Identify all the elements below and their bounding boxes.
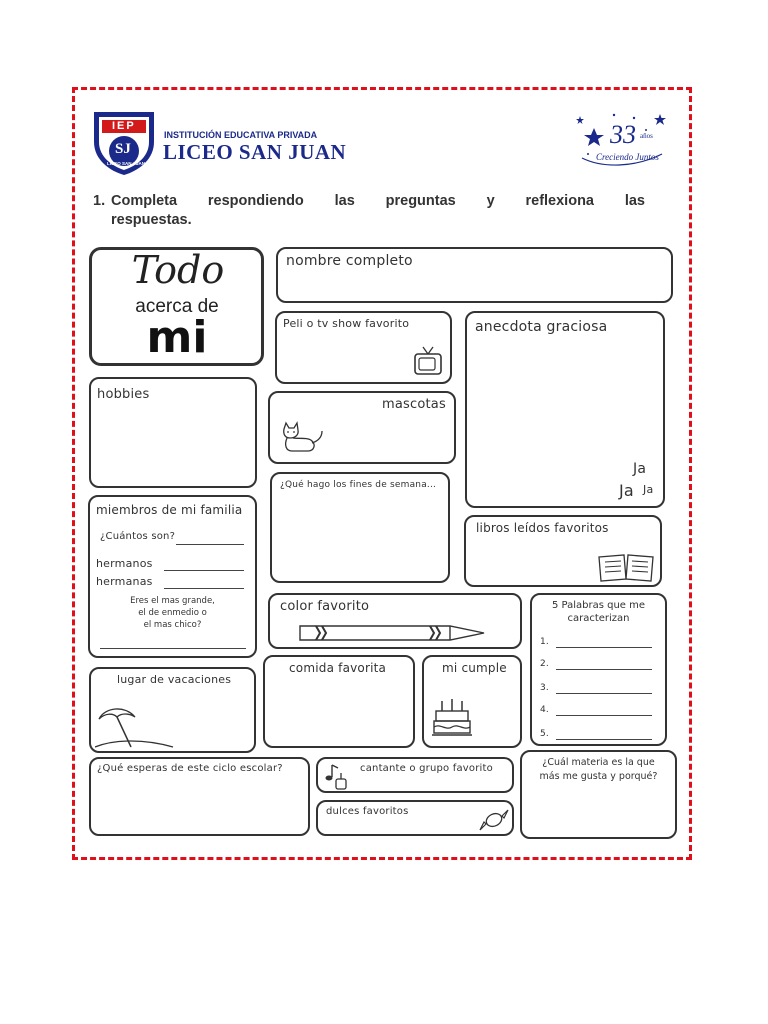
family-count-label: ¿Cuántos son? <box>100 531 176 542</box>
words-title <box>532 599 665 625</box>
family-question <box>90 595 255 631</box>
instruction-line-1 <box>111 193 645 209</box>
anecdote-ja-1: Ja <box>633 461 647 477</box>
family-sisters-line[interactable] <box>164 588 244 589</box>
word-number-1: 1. <box>540 637 549 647</box>
school-subtitle: INSTITUCIÓN EDUCATIVA PRIVADA <box>164 130 318 140</box>
school-year-box[interactable] <box>89 757 310 836</box>
name-label: nombre completo <box>286 253 413 269</box>
birthday-label: mi cumple <box>442 661 507 675</box>
color-label: color favorito <box>280 599 370 614</box>
weekend-label: ¿Qué hago los fines de semana... <box>280 480 437 490</box>
cake-icon <box>432 697 472 743</box>
anecdote-label: anecdota graciosa <box>475 319 608 335</box>
school-year-label: ¿Qué esperas de este ciclo escolar? <box>97 763 283 774</box>
movie-box[interactable] <box>275 311 452 384</box>
subject-label <box>522 756 675 784</box>
anniversary-motto: Creciendo Juntos <box>596 152 659 162</box>
family-question-line-3: el mas chico? <box>143 620 202 630</box>
beach-umbrella-icon <box>95 705 175 751</box>
anniversary-number: 33 <box>610 120 636 149</box>
words-title-line-1: 5 Palabras que me <box>551 600 646 611</box>
vacation-box[interactable] <box>89 667 256 753</box>
anecdote-ja-2: Ja <box>619 481 634 500</box>
instruction-number: 1. <box>93 193 106 209</box>
color-box[interactable] <box>268 593 522 649</box>
anniversary-logo <box>574 110 670 170</box>
movie-label: Peli o tv show favorito <box>283 317 410 330</box>
family-question-line-1: Eres el mas grande, <box>130 596 215 606</box>
pets-box[interactable] <box>268 391 456 464</box>
title-box <box>89 247 264 366</box>
title-mi: mi <box>146 312 208 363</box>
word-line-3[interactable] <box>556 693 652 694</box>
weekend-box[interactable] <box>270 472 450 583</box>
word-line-2[interactable] <box>556 669 652 670</box>
candy-label: dulces favoritos <box>326 806 409 817</box>
title-todo: Todo <box>131 248 225 292</box>
family-count-line[interactable] <box>176 544 244 545</box>
school-crest <box>90 108 158 176</box>
books-box[interactable] <box>464 515 662 587</box>
family-brothers-line[interactable] <box>164 570 244 571</box>
birthday-box[interactable] <box>422 655 522 748</box>
books-label: libros leídos favoritos <box>476 521 609 535</box>
food-box[interactable] <box>263 655 415 748</box>
candy-box[interactable] <box>316 800 514 836</box>
subject-label-line-1: ¿Cuál materia es la que <box>542 757 655 768</box>
name-box[interactable] <box>276 247 673 303</box>
vacation-label: lugar de vacaciones <box>117 673 232 686</box>
school-name: LICEO SAN JUAN <box>163 140 347 164</box>
anecdote-ja-3: Ja <box>643 483 654 496</box>
family-question-line-2: el de enmedio o <box>138 608 207 618</box>
word-line-4[interactable] <box>556 715 652 716</box>
family-brothers-label: hermanos <box>96 557 153 570</box>
book-icon <box>596 551 656 583</box>
word-number-2: 2. <box>540 659 549 669</box>
candy-icon <box>478 808 510 832</box>
singer-box[interactable] <box>316 757 514 793</box>
word-number-3: 3. <box>540 683 549 693</box>
tv-icon <box>413 345 443 377</box>
family-answer-line[interactable] <box>100 648 246 649</box>
crest-monogram: SJ <box>115 141 131 157</box>
words-box[interactable] <box>530 593 667 746</box>
family-label: miembros de mi familia <box>96 503 243 517</box>
subject-label-line-2: más me gusta y porqué? <box>539 771 658 782</box>
word-line-5[interactable] <box>556 739 652 740</box>
hobbies-box[interactable] <box>89 377 257 488</box>
word-line-1[interactable] <box>556 647 652 648</box>
subject-box[interactable] <box>520 750 677 839</box>
word-number-4: 4. <box>540 705 549 715</box>
cat-icon <box>278 421 326 453</box>
music-icon <box>324 761 352 791</box>
instruction-line-2: respuestas. <box>111 212 192 228</box>
crest-letters: IEP <box>112 120 136 132</box>
food-label: comida favorita <box>289 661 387 675</box>
singer-label: cantante o grupo favorito <box>360 763 493 774</box>
crest-ring-text: LICEO SAN JUAN <box>107 161 146 166</box>
crayon-icon <box>298 623 488 643</box>
anecdote-box[interactable] <box>465 311 665 508</box>
anniversary-word: años <box>640 132 653 140</box>
word-number-5: 5. <box>540 729 549 739</box>
title-acerca: acerca de <box>135 296 219 317</box>
words-title-line-2: caracterizan <box>567 613 630 624</box>
family-sisters-label: hermanas <box>96 575 153 588</box>
family-box[interactable] <box>88 495 257 658</box>
pets-label: mascotas <box>382 397 446 412</box>
hobbies-label: hobbies <box>97 387 150 402</box>
instruction-text: Completa respondiendo las preguntas y reflexiona las <box>111 193 645 209</box>
